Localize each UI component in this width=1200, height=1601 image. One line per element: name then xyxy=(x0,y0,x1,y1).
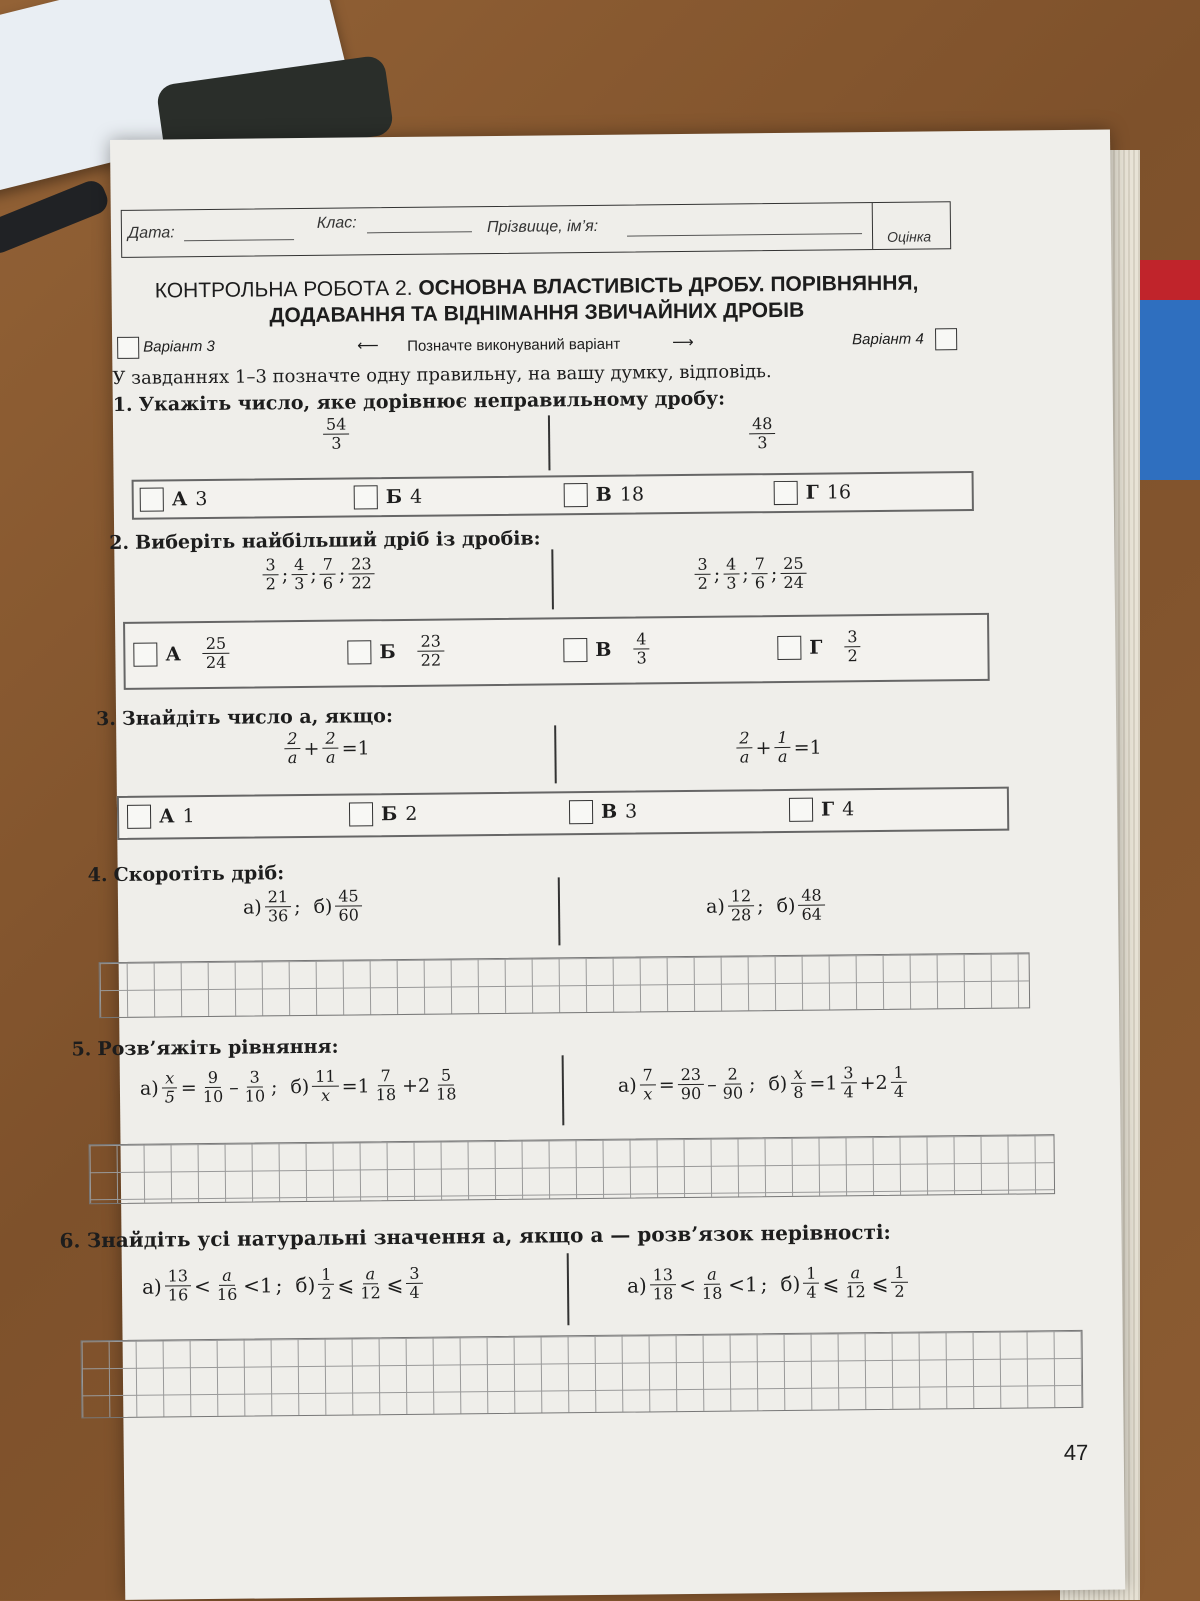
option-letter: Б xyxy=(379,640,396,664)
denominator: a xyxy=(777,747,788,767)
denominator: 2 xyxy=(847,646,858,666)
fraction xyxy=(291,556,308,594)
task-1-number: 1. xyxy=(112,393,133,416)
numerator: 3 xyxy=(406,1265,422,1285)
numerator: x xyxy=(791,1065,806,1085)
equals-one: =1 xyxy=(341,737,370,760)
grade-label: Оцінка xyxy=(886,228,932,245)
numerator: 13 xyxy=(165,1267,192,1287)
option-letter: А xyxy=(158,805,175,828)
fraction xyxy=(312,1068,339,1106)
less-than-one: <1 xyxy=(728,1272,758,1297)
fraction xyxy=(842,1264,869,1302)
plus-sign: + xyxy=(303,737,320,760)
denominator: 5 xyxy=(164,1087,176,1107)
denominator: 90 xyxy=(722,1083,744,1104)
denominator: a xyxy=(325,748,336,768)
checkbox[interactable] xyxy=(774,481,798,505)
checkbox[interactable] xyxy=(354,485,378,509)
task-4-number: 4. xyxy=(87,864,108,887)
denominator: 18 xyxy=(652,1284,674,1304)
checkbox[interactable] xyxy=(789,798,813,822)
numerator: 48 xyxy=(749,415,776,435)
denominator: 18 xyxy=(436,1084,457,1105)
numerator: 21 xyxy=(265,888,292,908)
title-bold-line2: ДОДАВАННЯ ТА ВІДНІМАННЯ ЗВИЧАЙНИХ ДРОБІВ xyxy=(269,298,805,328)
numerator: 5 xyxy=(438,1066,454,1086)
option-value: 4 xyxy=(842,798,855,821)
task-4-answer-grid[interactable] xyxy=(99,952,1031,1018)
item-b-label: б) xyxy=(768,1072,788,1096)
task-5-right-equations xyxy=(618,1064,907,1105)
fraction xyxy=(840,1064,857,1102)
fraction xyxy=(780,555,807,593)
fraction xyxy=(203,635,230,673)
item-a-label: а) xyxy=(141,1274,162,1299)
less-or-equal-sign: ⩽ xyxy=(337,1272,355,1297)
checkbox[interactable] xyxy=(349,802,373,826)
numerator: 45 xyxy=(335,887,362,907)
item-b-label: б) xyxy=(776,894,796,917)
fraction xyxy=(322,730,339,768)
task-1-option-c[interactable] xyxy=(564,482,644,507)
class-label: Клас: xyxy=(316,214,357,232)
item-a-label: а) xyxy=(626,1273,647,1298)
denominator: 4 xyxy=(843,1082,854,1102)
fraction xyxy=(335,887,362,925)
fraction xyxy=(798,887,825,925)
variant-4-checkbox[interactable] xyxy=(935,328,957,350)
equals-sign: = xyxy=(180,1077,197,1100)
checkbox[interactable] xyxy=(127,805,151,829)
item-b-label: б) xyxy=(313,895,333,918)
denominator: 10 xyxy=(244,1086,266,1107)
fraction xyxy=(639,1066,656,1104)
arrow-right-icon: ⟶ xyxy=(672,333,694,352)
option-value: 16 xyxy=(826,481,852,504)
denominator: 2 xyxy=(697,574,708,594)
denominator: 24 xyxy=(783,573,804,593)
page-number: 47 xyxy=(1063,1439,1089,1466)
denominator: 22 xyxy=(351,573,372,593)
fraction xyxy=(417,633,444,671)
task-6-heading xyxy=(59,1220,891,1253)
option-value: 18 xyxy=(619,483,645,506)
fraction xyxy=(803,1265,820,1303)
numerator: 2 xyxy=(736,729,752,749)
numerator: 2 xyxy=(284,730,300,750)
fraction xyxy=(214,1267,241,1305)
numerator: 25 xyxy=(203,635,230,655)
option-value: 1 xyxy=(182,805,195,828)
numerator: 3 xyxy=(844,628,860,648)
date-field[interactable] xyxy=(184,239,294,241)
numerator: 4 xyxy=(633,630,649,650)
variant-divider xyxy=(567,1253,569,1325)
less-than-sign: < xyxy=(193,1273,211,1299)
minus-sign: – xyxy=(229,1076,239,1099)
numerator: a xyxy=(362,1265,378,1285)
plus-sign: +2 xyxy=(401,1074,431,1097)
task-4-right-fractions xyxy=(706,887,825,926)
denominator: 2 xyxy=(321,1284,332,1304)
class-field[interactable] xyxy=(367,231,472,233)
option-letter: В xyxy=(595,638,612,661)
option-value: 3 xyxy=(195,488,208,511)
denominator: 64 xyxy=(801,904,822,925)
denominator: 2 xyxy=(265,574,276,594)
task-1-right-fraction xyxy=(749,415,776,453)
fraction xyxy=(161,1069,178,1107)
separator: ; xyxy=(310,563,317,586)
fraction xyxy=(241,1068,268,1106)
less-or-equal-sign: ⩽ xyxy=(871,1270,889,1295)
task-5-left-equations xyxy=(140,1066,460,1107)
fraction xyxy=(320,556,337,594)
denominator: 16 xyxy=(167,1285,189,1305)
task-2-option-c[interactable] xyxy=(563,630,650,669)
task-6-number: 6. xyxy=(59,1228,81,1253)
denominator: 18 xyxy=(375,1085,397,1105)
denominator: 18 xyxy=(701,1284,723,1304)
task-3-option-c[interactable] xyxy=(569,800,637,825)
denominator: 36 xyxy=(267,906,289,926)
separator: ; xyxy=(713,563,721,586)
denominator: x xyxy=(643,1084,653,1104)
denominator: a xyxy=(287,748,298,768)
variant-3-label: Варіант 3 xyxy=(143,337,215,356)
numerator: 4 xyxy=(723,555,739,575)
numerator: 1 xyxy=(318,1266,334,1286)
task-6-left-inequalities xyxy=(142,1265,423,1306)
numerator: 1 xyxy=(774,729,790,749)
numerator: 13 xyxy=(650,1266,677,1286)
item-a-label: а) xyxy=(242,896,262,919)
fraction xyxy=(752,555,769,593)
numerator: 7 xyxy=(378,1067,394,1087)
fraction xyxy=(165,1267,192,1305)
numerator: 25 xyxy=(780,555,807,575)
task-2-answer-box xyxy=(123,613,990,690)
fraction xyxy=(357,1265,384,1303)
option-value: 2 xyxy=(405,802,418,825)
option-letter: А xyxy=(171,488,188,511)
fraction xyxy=(262,556,279,594)
fraction xyxy=(719,1065,746,1103)
fraction xyxy=(633,630,650,668)
option-letter: Г xyxy=(820,798,835,821)
denominator: 4 xyxy=(893,1082,905,1102)
item-a-label: а) xyxy=(617,1074,637,1097)
task-6-text: Знайдіть усі натуральні значення a, якщо a — розв’язок нерівності: xyxy=(86,1219,891,1253)
task-1-text: Укажіть число, яке дорівнює неправильному дробу: xyxy=(138,387,726,416)
denominator: 3 xyxy=(294,574,305,594)
option-letter: А xyxy=(165,643,181,666)
option-letter: Б xyxy=(380,803,398,826)
numerator: x xyxy=(162,1069,177,1089)
task-2-text: Виберіть найбільший дріб із дробів: xyxy=(134,527,541,554)
numerator: 3 xyxy=(247,1068,263,1088)
equals-sign: = xyxy=(658,1074,675,1097)
checkbox[interactable] xyxy=(563,638,587,662)
task-3-right-equation xyxy=(736,729,822,768)
task-2-left-fractions xyxy=(262,555,375,594)
checkbox[interactable] xyxy=(564,483,588,507)
variant-divider xyxy=(558,877,560,945)
fraction xyxy=(774,729,791,767)
task-1-option-d[interactable] xyxy=(774,480,852,505)
plus-sign: + xyxy=(755,736,772,760)
task-2-option-b[interactable] xyxy=(347,633,444,672)
denominator: 12 xyxy=(845,1282,866,1302)
variant-4-label: Варіант 4 xyxy=(852,330,924,349)
option-letter: В xyxy=(595,483,612,506)
fraction xyxy=(736,729,753,767)
arrow-left-icon: ⟵ xyxy=(357,337,379,355)
item-b-label: б) xyxy=(780,1271,801,1296)
fraction xyxy=(723,555,740,593)
item-b-label: б) xyxy=(290,1075,310,1099)
task-3-option-b[interactable] xyxy=(349,802,418,827)
variant-divider xyxy=(548,415,550,470)
student-info-header xyxy=(121,201,951,258)
separator: ; xyxy=(760,1272,768,1297)
separator: ; xyxy=(338,563,346,586)
fraction xyxy=(265,888,292,926)
equals-sign: =1 xyxy=(341,1075,370,1098)
numerator: 3 xyxy=(840,1064,856,1084)
task-4-left-fractions xyxy=(243,887,362,926)
numerator: 2 xyxy=(725,1065,741,1085)
numerator: 7 xyxy=(752,555,768,575)
denominator: 90 xyxy=(680,1084,702,1104)
fraction xyxy=(694,556,711,594)
task-4-heading xyxy=(88,862,285,886)
fraction xyxy=(844,628,861,666)
task-3-answer-box xyxy=(117,787,1009,840)
less-or-equal-sign: ⩽ xyxy=(822,1271,840,1296)
task-2-option-a[interactable] xyxy=(133,635,229,674)
name-field[interactable] xyxy=(627,233,862,236)
checkbox[interactable] xyxy=(347,640,371,664)
checkbox[interactable] xyxy=(569,800,593,824)
task-1-heading xyxy=(113,388,726,416)
numerator: a xyxy=(219,1267,235,1287)
workbook-page xyxy=(59,130,1125,1600)
task-3-option-a[interactable] xyxy=(127,804,195,829)
fraction xyxy=(348,555,375,593)
separator: ; xyxy=(294,895,301,919)
task-6-right-inequalities xyxy=(627,1264,908,1305)
numerator: 54 xyxy=(323,416,350,436)
task-3-text: Знайдіть число a, якщо: xyxy=(121,705,394,730)
option-value: 3 xyxy=(625,800,638,823)
variant-3-checkbox[interactable] xyxy=(117,337,139,359)
separator: ; xyxy=(281,564,289,587)
variant-divider xyxy=(554,725,556,783)
numerator: 1 xyxy=(890,1064,906,1084)
checkbox[interactable] xyxy=(140,487,164,511)
task-1-option-b[interactable] xyxy=(354,485,423,510)
option-letter: Г xyxy=(805,481,819,504)
checkbox[interactable] xyxy=(133,642,157,666)
task-2-right-fractions xyxy=(694,555,807,594)
numerator: 23 xyxy=(678,1066,705,1086)
denominator: 6 xyxy=(322,574,334,594)
fraction xyxy=(699,1266,726,1304)
fraction xyxy=(650,1266,677,1304)
title-prefix: КОНТРОЛЬНА РОБОТА 2. xyxy=(154,276,413,303)
task-1-left-fraction xyxy=(323,416,350,454)
task-5-text: Розв’яжіть рівняння: xyxy=(97,1035,339,1061)
numerator: 11 xyxy=(312,1068,339,1088)
numerator: 3 xyxy=(262,556,278,576)
separator: ; xyxy=(748,1073,756,1096)
checkbox[interactable] xyxy=(777,636,801,660)
option-letter: Г xyxy=(809,636,823,659)
numerator: 23 xyxy=(348,555,375,575)
denominator: 60 xyxy=(338,905,359,926)
variant-selector xyxy=(117,326,957,365)
task-3-number: 3. xyxy=(95,707,117,731)
denominator: 22 xyxy=(420,650,442,671)
task-2-number: 2. xyxy=(109,531,130,555)
item-a-label: а) xyxy=(139,1077,159,1100)
variant-hint: Позначте виконуваний варіант xyxy=(407,335,621,355)
denominator: 28 xyxy=(730,905,752,925)
denominator: a xyxy=(739,747,750,767)
denominator: 3 xyxy=(757,433,768,453)
minus-sign: – xyxy=(707,1073,717,1096)
item-a-label: а) xyxy=(705,895,725,918)
numerator: 48 xyxy=(798,887,825,907)
separator: ; xyxy=(770,562,778,585)
fraction xyxy=(318,1266,335,1304)
task-3-heading xyxy=(96,705,393,730)
fraction xyxy=(406,1265,423,1303)
numerator: a xyxy=(704,1266,720,1286)
numerator: 2 xyxy=(322,730,338,750)
task-3-option-d[interactable] xyxy=(789,797,854,822)
numerator: 9 xyxy=(205,1069,221,1089)
name-label: Прізвище, ім’я: xyxy=(486,217,599,237)
fraction xyxy=(433,1066,460,1104)
fraction xyxy=(790,1065,807,1103)
equals-sign: =1 xyxy=(809,1072,838,1095)
option-letter: Б xyxy=(385,485,403,509)
title-bold-line1: ОСНОВНА ВЛАСТИВІСТЬ ДРОБУ. ПОРІВНЯННЯ, xyxy=(418,271,919,300)
task-5-answer-grid[interactable] xyxy=(89,1134,1056,1204)
denominator: 8 xyxy=(793,1083,804,1103)
denominator: x xyxy=(320,1086,331,1106)
task-1-option-a[interactable] xyxy=(140,487,208,512)
fraction xyxy=(372,1067,399,1105)
denominator: 3 xyxy=(636,648,647,668)
denominator: 12 xyxy=(360,1283,381,1303)
blue-folder xyxy=(1140,300,1200,480)
task-2-heading xyxy=(109,528,541,555)
less-than-sign: < xyxy=(678,1272,697,1297)
fraction xyxy=(890,1064,907,1102)
separator: ; xyxy=(270,1076,278,1099)
instruction: У завданнях 1–3 позначте одну правильну, на вашу думку, відповідь. xyxy=(112,361,772,389)
fraction xyxy=(284,730,301,768)
task-5-heading xyxy=(71,1036,338,1061)
task-6-answer-grid[interactable] xyxy=(81,1330,1084,1418)
denominator: 16 xyxy=(216,1285,238,1305)
variant-divider xyxy=(562,1055,564,1125)
equals-one: =1 xyxy=(793,736,822,759)
task-3-left-equation xyxy=(284,729,370,768)
fraction xyxy=(728,887,755,925)
numerator: 7 xyxy=(320,556,336,576)
numerator: 7 xyxy=(639,1066,655,1086)
numerator: a xyxy=(847,1264,863,1284)
fraction xyxy=(891,1264,908,1302)
option-value: 4 xyxy=(409,485,423,508)
numerator: 1 xyxy=(803,1265,819,1285)
task-4-text: Скоротіть дріб: xyxy=(113,862,285,887)
grade-cell[interactable] xyxy=(872,202,951,249)
variant-divider xyxy=(551,549,553,609)
numerator: 12 xyxy=(728,887,755,907)
denominator: 2 xyxy=(894,1282,905,1302)
separator: ; xyxy=(757,895,764,918)
fraction xyxy=(678,1066,705,1104)
denominator: 6 xyxy=(754,573,766,593)
numerator: 4 xyxy=(291,556,307,576)
separator: ; xyxy=(742,563,749,586)
denominator: 4 xyxy=(806,1283,817,1303)
denominator: 3 xyxy=(726,573,737,593)
denominator: 4 xyxy=(409,1283,420,1303)
less-than-one: <1 xyxy=(243,1273,273,1298)
denominator: 3 xyxy=(331,433,342,454)
denominator: 24 xyxy=(205,653,227,673)
task-5-number: 5. xyxy=(71,1038,92,1061)
item-b-label: б) xyxy=(295,1272,316,1298)
task-2-option-d[interactable] xyxy=(777,628,861,667)
numerator: 1 xyxy=(891,1264,907,1284)
date-label: Дата: xyxy=(127,224,175,242)
task-1-answer-box xyxy=(132,471,974,520)
numerator: 23 xyxy=(417,633,444,653)
numerator: 3 xyxy=(694,556,710,576)
separator: ; xyxy=(275,1273,283,1298)
plus-sign: +2 xyxy=(859,1071,888,1095)
option-letter: В xyxy=(600,800,618,823)
denominator: 10 xyxy=(202,1087,224,1107)
less-or-equal-sign: ⩽ xyxy=(386,1271,404,1297)
fraction xyxy=(200,1069,227,1107)
